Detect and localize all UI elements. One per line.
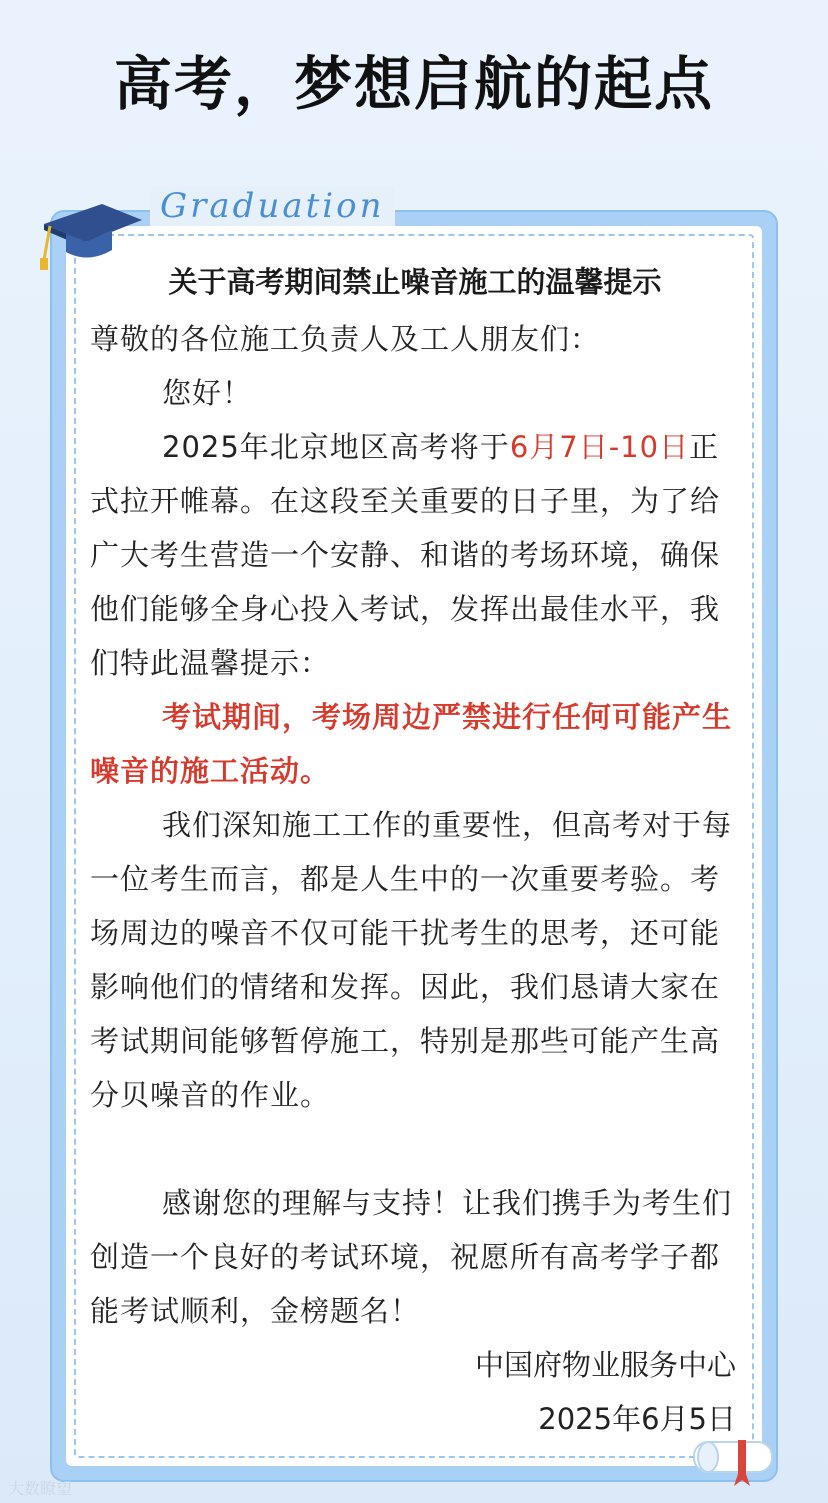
emphasis-warning: 考试期间，考场周边严禁进行任何可能产生噪音的施工活动。 (90, 700, 733, 788)
para1-rest: 正式拉开帷幕。在这段至关重要的日子里，为了给广大考生营造一个安静、和谐的考场环境，确保他们能够全身心投入考试，发挥出最佳水平，我们特此温馨提示： (90, 430, 721, 680)
page-title: 高考，梦想启航的起点 (113, 50, 714, 118)
graduation-script-text: Graduation (150, 186, 395, 226)
signature-block (475, 1338, 736, 1446)
salutation: 尊敬的各位施工负责人及工人朋友们： (90, 322, 601, 356)
paragraph-importance: 我们深知施工工作的重要性，但高考对于每一位考生而言，都是人生中的一次重要考验。考场周边的噪音不仅可能干扰考生的思考，还可能影响他们的情绪和发挥。因此，我们恳请大家在考试期间能够暂停施工，特别是那些可能产生高分贝噪音的作业。 (90, 808, 733, 1112)
signature-date: 2025年6月5日 (538, 1402, 736, 1436)
paragraph-thanks: 感谢您的理解与支持！让我们携手为考生们创造一个良好的考试环境，祝愿所有高考学子都能考试顺利，金榜题名！ (90, 1186, 733, 1328)
signature-organization: 中国府物业服务中心 (474, 1348, 736, 1382)
greeting: 您好！ (162, 376, 253, 410)
para1-lead: 2025年北京地区高考将于 (162, 430, 510, 464)
exam-date-highlight: 6月7日-10日 (509, 430, 690, 464)
watermark: 大数瞭望 (8, 1479, 73, 1498)
notice-title: 关于高考期间禁止噪音施工的温馨提示 (168, 265, 662, 299)
paragraph-exam-dates (90, 420, 738, 690)
